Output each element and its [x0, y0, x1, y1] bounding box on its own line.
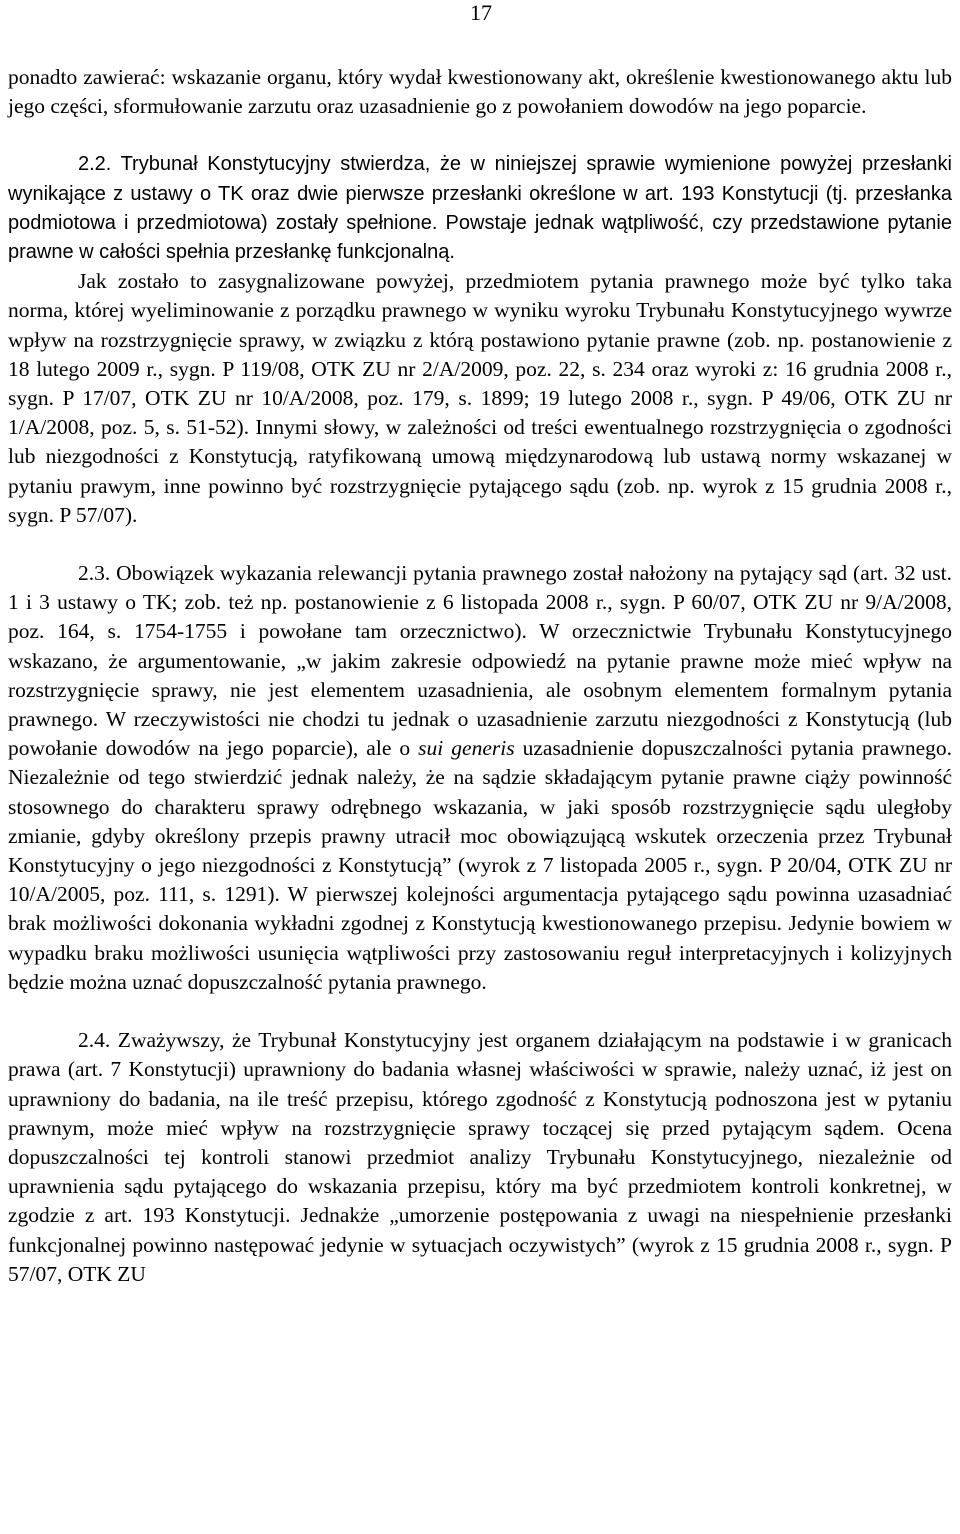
- paragraph-2-3: [8, 559, 952, 997]
- paragraph-relevance: Jak zostało to zasygnalizowane powyżej, przedmiotem pytania prawnego może być tylko taka norma, której wyeliminowanie z porządku prawnego w wyniku wyroku Trybunału Konstytucyjnego wywrze wpływ na rozstrzygnięcie sprawy, w związku z którą postawiono pytanie prawne (zob. np. postanowienie z 18 lutego 2009 r., sygn. P 119/08, OTK ZU nr 2/A/2009, poz. 22, s. 234 oraz wyroki z: 16 grudnia 2008 r., sygn. P 17/07, OTK ZU nr 10/A/2008, poz. 179, s. 1899; 19 lutego 2008 r., sygn. P 49/06, OTK ZU nr 1/A/2008, poz. 5, s. 51-52). Innymi słowy, w zależności od treści ewentualnego rozstrzygnięcia o zgodności lub niezgodności z Konstytucją, ratyfikowaną umową międzynarodową lub ustawą normy wskazanej w pytaniu prawym, inne powinno być rozstrzygnięcie pytającego sądu (zob. np. wyrok z 15 grudnia 2008 r., sygn. P 57/07).: [8, 269, 952, 527]
- paragraph-2-3-text-b: uzasadnienie dopuszczalności pytania prawnego. Niezależnie od tego stwierdzić jednak należy, że na sądzie składającym pytanie prawne ciąży powinność stosownego do charakteru sprawy odrębnego wskazania, w jaki sposób rozstrzygnięcie sądu uległoby zmianie, gdyby określony przepis prawny utracił moc obowiązującą wskutek orzeczenia przez Trybunał Konstytucyjny o jego niezgodności z Konstytucją” (wyrok z 7 listopada 2005 r., sygn. P 20/04, OTK ZU nr 10/A/2005, poz. 111, s. 1291). W pierwszej kolejności argumentacja pytającego sądu powinna uzasadniać brak możliwości dokonania wykładni zgodnej z Konstytucją kwestionowanego przepisu. Jedynie bowiem w wypadku braku możliwości usunięcia wątpliwości przy zastosowaniu reguł interpretacyjnych i kolizyjnych będzie można uznać dopuszczalność pytania prawnego.: [8, 736, 953, 994]
- page-number: 17: [470, 0, 492, 25]
- paragraph-2-4: 2.4. Zważywszy, że Trybunał Konstytucyjny jest organem działającym na podstawie i w granicach prawa (art. 7 Konstytucji) uprawniony do badania własnej właściwości w sprawie, należy uznać, iż jest on uprawniony do badania, na ile treść przepisu, którego zgodność z Konstytucją podnoszona jest w pytaniu prawnym, może mieć wpływ na rozstrzygnięcie sprawy toczącej się przed pytającym sądem. Ocena dopuszczalności tej kontroli stanowi przedmiot analizy Trybunału Konstytucyjnego, niezależnie od uprawnienia sądu pytającego do wskazania przepisu, który ma być przedmiotem kontroli konkretnej, w zgodzie z art. 193 Konstytucji. Jednakże „umorzenie postępowania z uwagi na niespełnienie przesłanki funkcjonalnej powinno następować jedynie w sytuacjach oczywistych” (wyrok z 15 grudnia 2008 r., sygn. P 57/07, OTK ZU: [8, 1028, 952, 1286]
- document-body: [8, 63, 952, 1289]
- paragraph-continuation: ponadto zawierać: wskazanie organu, który wydał kwestionowany akt, określenie kwestionowanego aktu lub jego części, sformułowanie zarzutu oraz uzasadnienie go z powołaniem dowodów na jego poparcie.: [8, 65, 952, 119]
- paragraph-2-3-text-a: 2.3. Obowiązek wykazania relewancji pytania prawnego został nałożony na pytający sąd (art. 32 ust. 1 i 3 ustawy o TK; zob. też np. postanowienie z 6 listopada 2008 r., sygn. P 60/07, OTK ZU nr 9/A/2008, poz. 164, s. 1754-1755 i powołane tam orzecznictwo). W orzecznictwie Trybunału Konstytucyjnego wskazano, że argumentowanie, „w jakim zakresie odpowiedź na pytanie prawne może mieć wpływ na rozstrzygnięcie sprawy, nie jest elementem uzasadnienia, ale osobnym elementem formalnym pytania prawnego. W rzeczywistości nie chodzi tu jednak o uzasadnienie zarzutu niezgodności z Konstytucją (lub powołanie dowodów na jego poparcie), ale o: [8, 561, 952, 761]
- paragraph-2-2: 2.2. Trybunał Konstytucyjny stwierdza, że w niniejszej sprawie wymienione powyżej przesłanki wynikające z ustawy o TK oraz dwie pierwsze przesłanki określone w art. 193 Konstytucji (tj. przesłanka podmiotowa i przedmiotowa) zostały spełnione. Powstaje jednak wątpliwość, czy przedstawione pytanie prawne w całości spełnia przesłankę funkcjonalną.: [8, 153, 952, 264]
- latin-term: sui generis: [418, 736, 515, 761]
